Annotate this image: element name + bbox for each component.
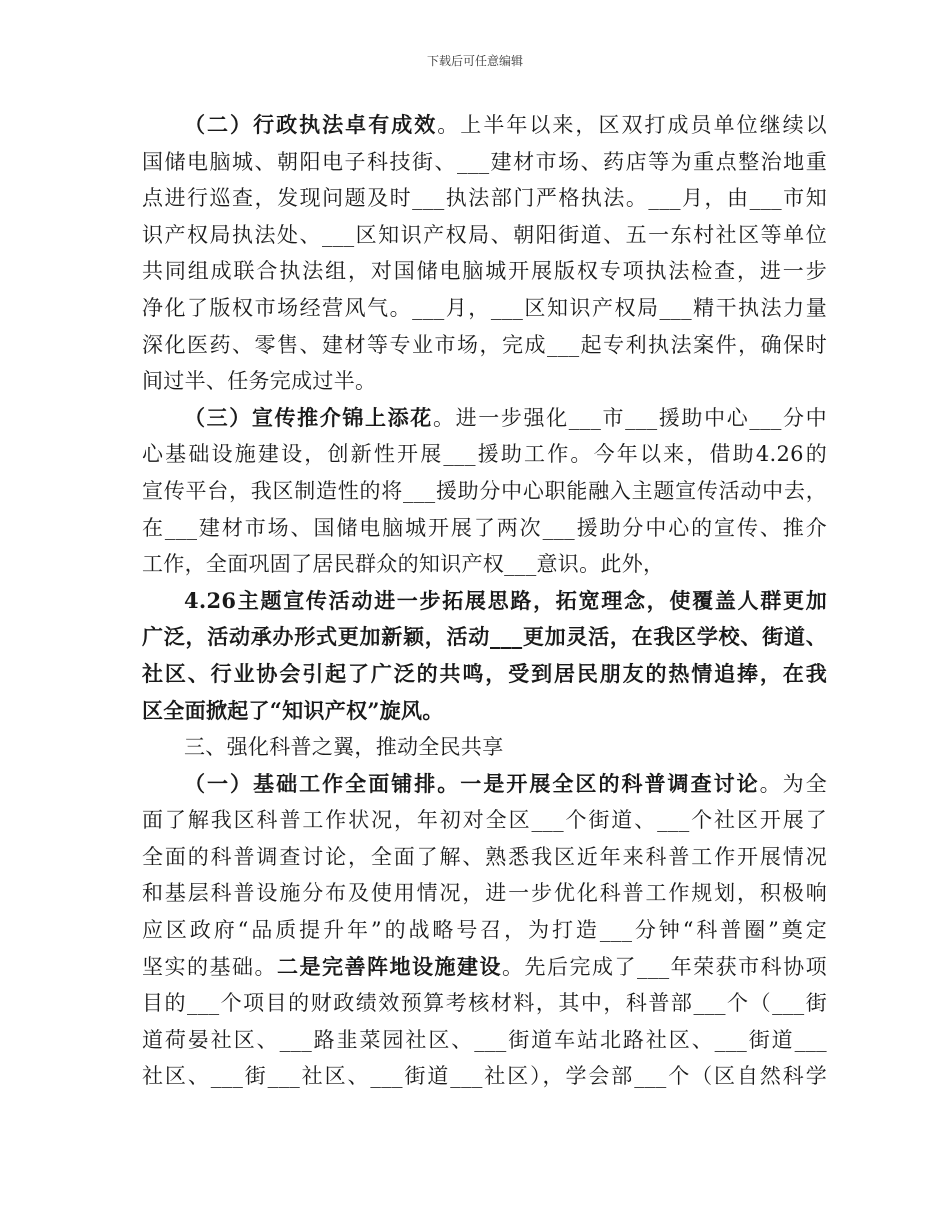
text-segment: 间过半、任务完成过半。 [142,369,377,394]
text-line [142,473,827,510]
text-segment: 应区政府“品质提升年”的战略号召，为打造___分钟“科普圈”奠定 [142,918,827,943]
text-line [142,436,827,473]
text-segment: 目的___个项目的财政绩效预算考核材料，其中，科普部___个（___街 [142,991,827,1016]
text-segment: 识产权局执法处、___区知识产权局、朝阳街道、五一东村社区等单位 [142,222,827,247]
bold-text-segment: 二是完善阵地设施建设 [277,953,503,979]
text-segment: 在___建材市场、国储电脑城开展了两次___援助分中心的宣传、推介 [142,515,827,540]
text-line [142,766,827,803]
text-line [142,619,827,656]
text-segment: 心基础设施建设，创新性开展___援助工作。今年以来，借助4.26的 [142,442,827,467]
text-segment: 工作，全面巩固了居民群众的知识产权___意识。此外， [142,552,665,577]
text-line [142,144,827,181]
text-segment: 国储电脑城、朝阳电子科技街、___建材市场、药店等为重点整治地重 [142,149,827,174]
bold-text-segment: 社区、行业协会引起了广泛的共鸣，受到居民朋友的热情追捧，在我 [142,660,827,686]
text-line [142,912,827,949]
text-segment: 点进行巡查，发现问题及时___执法部门严格执法。___月，由___市知 [142,186,827,211]
text-line [142,327,827,364]
text-segment: 。进一步强化___市___援助中心___分中 [432,405,827,430]
text-segment: 全面的科普调查讨论，全面了解、熟悉我区近年来科普工作开展情况 [142,844,827,869]
text-line [142,729,827,766]
page-header: 下载后可任意编辑 [426,54,523,68]
text-line [142,180,827,217]
text-line [142,583,827,620]
text-line [142,1022,827,1059]
text-line [142,290,827,327]
text-line [142,217,827,254]
text-line [142,656,827,693]
text-segment: 深化医药、零售、建材等专业市场，完成___起专利执法案件，确保时 [142,332,827,357]
bold-text-segment: 广泛，活动承办形式更加新颖，活动___更加灵活，在我区学校、街道、 [142,624,827,650]
text-segment: 。为全 [759,771,827,796]
text-line [142,546,827,583]
text-line [142,107,827,144]
text-line [142,802,827,839]
bold-text-segment: 区全面掀起了“知识产权”旋风。 [142,697,444,723]
text-line [142,875,827,912]
text-segment: 三、强化科普之翼，推动全民共享 [184,735,504,760]
text-segment: 道荷晏社区、___路韭菜园社区、___街道车站北路社区、___街道___ [142,1027,827,1052]
text-segment: 和基层科普设施分布及使用情况，进一步优化科普工作规划，积极响 [142,881,827,906]
text-segment: 面了解我区科普工作状况，年初对全区___个街道、___个社区开展了 [142,808,827,833]
text-line [142,693,827,730]
text-segment: 社区、___街___社区、___街道___社区），学会部___个（区自然科学 [142,1064,827,1089]
text-segment: 宣传平台，我区制造性的将___援助分中心职能融入主题宣传活动中去， [142,478,827,503]
bold-text-segment: （二）行政执法卓有成效 [184,112,438,137]
text-line [142,839,827,876]
text-line [142,400,827,437]
text-segment: 。上半年以来，区双打成员单位继续以 [437,113,827,137]
bold-text-segment: （三）宣传推介锦上添花 [184,404,433,430]
text-segment: 。先后完成了___年荣获市科协项 [502,954,827,979]
text-line [142,253,827,290]
bold-text-segment: （一）基础工作全面铺排。一是开展全区的科普调查讨论 [184,770,760,796]
document-body [142,107,827,1095]
text-line [142,985,827,1022]
text-segment: 净化了版权市场经营风气。___月，___区知识产权局___精干执法力量 [142,295,827,320]
text-segment: 共同组成联合执法组，对国储电脑城开展版权专项执法检查，进一步 [142,259,827,284]
text-segment: 坚实的基础。 [142,954,278,979]
bold-text-segment: 4.26主题宣传活动进一步拓展思路，拓宽理念，使覆盖人群更加 [184,587,827,613]
text-line [142,363,827,400]
text-line [142,949,827,986]
text-line [142,510,827,547]
text-line [142,1058,827,1095]
